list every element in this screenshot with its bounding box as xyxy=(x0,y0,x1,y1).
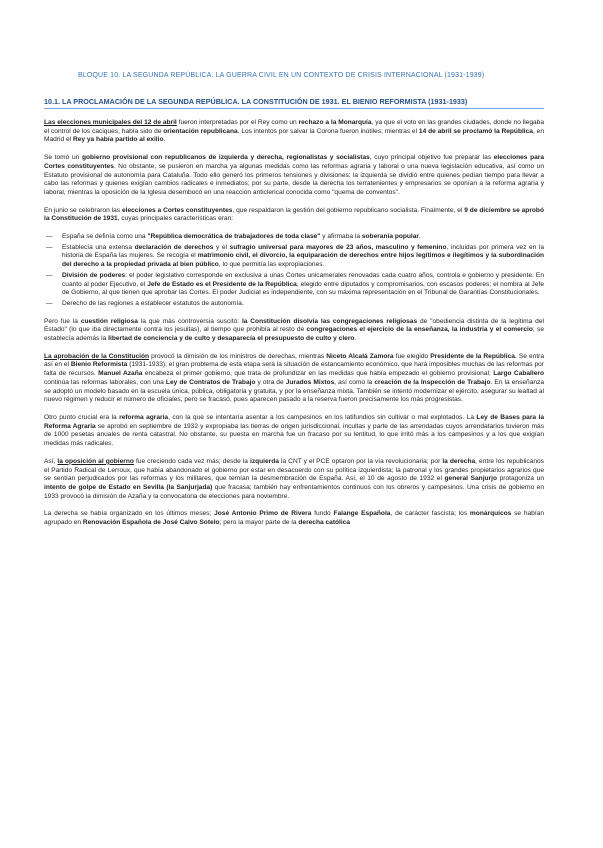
text-span: la que más controversia suscitó: xyxy=(137,317,242,325)
text-span: La derecha se había organizado en los últimos meses; xyxy=(44,510,215,518)
text-span: fueron interpretadas por el Rey como un xyxy=(176,119,299,126)
paragraph-religious-question xyxy=(44,318,544,344)
text-span: . xyxy=(163,136,166,144)
text-highlight: Falange Española xyxy=(333,510,391,518)
text-span: , en Madrid el xyxy=(44,127,544,144)
text-span: , elegido entre diputados y compromisarios, con escasos poderes; el nombra al Jefe de Gobierno, al que tienen que aprobar las Cortes. El poder Judicial es independiente, con su máxima representación en el Tribunal de Garantías Constitucionales. xyxy=(62,280,544,297)
text-highlight: José Antonio Primo de Rivera xyxy=(214,510,312,518)
text-span: protagoniza un xyxy=(496,475,544,483)
text-span: y el xyxy=(213,243,230,251)
text-span: Otro punto crucial era la xyxy=(44,413,120,421)
text-span: , ya que el voto en las grandes ciudades, donde no llegaba el control de los caciques, había sido de xyxy=(44,119,545,135)
text-highlight: monárquicos xyxy=(469,510,512,518)
text-span: la CNT y el PCE optaron por la vía revolucionaria; por xyxy=(278,457,443,465)
text-highlight: derecha católica xyxy=(298,519,351,527)
document-body xyxy=(44,119,544,537)
text-span: Se tomó un xyxy=(44,154,82,162)
text-span: ; pero la mayor parte de la xyxy=(219,519,299,527)
text-highlight: rechazo a la Monarquía xyxy=(298,119,372,126)
text-highlight: intento de golpe de Estado en Sevilla (la Sanjurjada) xyxy=(44,483,213,491)
text-highlight: Ley de Bases para la Reforma Agraria xyxy=(44,413,544,430)
text-span: , lo que permitía las expropiaciones. xyxy=(218,261,325,269)
text-highlight: declaración de derechos xyxy=(134,243,214,251)
text-span: , de carácter fascista; los xyxy=(390,510,470,518)
text-highlight: reforma agraria xyxy=(119,413,169,421)
text-span: fue elegido xyxy=(393,352,431,360)
text-span: Establecía una extensa xyxy=(62,243,135,251)
text-highlight: Renovación Española de José Calvo Sotelo xyxy=(82,519,220,527)
text-highlight: la derecha xyxy=(442,457,476,465)
text-highlight: "República democrática de trabajadores de toda clase" xyxy=(147,233,321,241)
text-highlight: elecciones a Cortes constituyentes xyxy=(121,206,233,214)
text-highlight: Bienio Reformista xyxy=(70,361,128,369)
text-span: que fracasa; también hay enfrentamientos continuos con los obreros y campesinos. Una crisis de gobierno en 1933 provocó la dimisión de Azaña y la convocatoria de elecciones para noviembre. xyxy=(44,483,544,500)
text-span: encabeza el primer gobierno, que trata de profundizar en las medidas que había empezado el gobierno provisional; xyxy=(142,370,494,378)
text-span: , con la que se intentaría asentar a los campesinos en los latifundios sin cultivar o mal explotados. La xyxy=(168,413,477,421)
text-span: ; se establecía además la xyxy=(44,326,544,343)
text-highlight: División de poderes xyxy=(62,271,126,279)
text-span: y otra de xyxy=(255,378,286,386)
list-item xyxy=(62,244,544,270)
text-highlight: Ley de Contratos de Trabajo xyxy=(165,378,256,386)
text-highlight: general Sanjurjo xyxy=(444,475,497,483)
text-highlight: gobierno provisional con republicanos de izquierda y derecha, regionalistas y socialistas xyxy=(81,154,370,162)
paragraph-opposition xyxy=(44,458,544,502)
text-highlight: cuestión religiosa xyxy=(80,317,138,325)
text-span: fundó xyxy=(311,510,334,518)
text-highlight: Rey ya había partido al exilio xyxy=(72,136,164,144)
text-span: , incluidas por primera vez en la historia de España las mujeres. Se recogía el xyxy=(62,243,544,260)
text-highlight: 9 de diciembre se aprobó la Constitución de 1931 xyxy=(44,206,544,223)
text-highlight: libertad de conciencia y de culto y desaparecía el presupuesto de culto y clero xyxy=(108,335,355,343)
paragraph-agrarian-reform xyxy=(44,414,544,449)
text-highlight: Niceto Alcalá Zamora xyxy=(326,352,394,360)
list-item xyxy=(62,272,544,298)
constitution-features-list xyxy=(44,233,544,309)
text-highlight: Las elecciones municipales del 12 de abril xyxy=(44,119,177,126)
text-highlight: matrimonio civil, el divorcio, la equiparación de derechos entre hijos legítimos e ilegítimos y la subordinación del derecho a la propiedad privada al bien público xyxy=(62,252,544,269)
text-span: Así, xyxy=(44,457,58,465)
text-highlight: 14 de abril se proclamó la República xyxy=(418,127,533,135)
text-span: , que respaldaron la gestión del gobierno republicano socialista. Finalmente, el xyxy=(232,206,465,214)
text-span: , así como la xyxy=(334,378,375,386)
text-span: , entre los republicanos el Partido Radical de Lerroux, que había abandonado el gobierno por estar en desacuerdo con su política izquierdista; la patronal y los grandes propietarios agrarios que se sentían perjudicados por las reformas y los militares, que temían la desmembración de España. Así, el 10 de agosto de 1932 el xyxy=(44,457,544,483)
paragraph-reformist-biennium xyxy=(44,353,544,405)
text-span: . xyxy=(419,233,421,241)
text-span: fue creciendo cada vez más; desde la xyxy=(133,457,250,465)
text-span: Pero fue la xyxy=(44,317,81,325)
text-highlight: Presidente de la República xyxy=(430,352,515,360)
text-span: continúa las reformas laborales, con una xyxy=(44,378,166,386)
paragraph-right-organization xyxy=(44,510,544,527)
text-span: se habían agrupado en xyxy=(44,510,544,527)
text-span: . Los intentos por salvar la Corona fueron inútiles; mientras el xyxy=(237,127,419,135)
text-span: se aprobó en septiembre de 1932 y expropiaba las tierras de origen jurisdiccional, incultas y parte de las arrendadas cuyos arrendatarios tuvieron más de 1000 pesetas anuales de renta catastral. No obstante, su puesta en marcha fue un fracaso por su lentitud, lo que irritó más a los campesinos y a los que exigían medidas más radicales. xyxy=(44,422,544,448)
text-highlight: congregaciones el ejercicio de la enseñanza, la industria y el comercio xyxy=(306,326,533,334)
text-span: , cuyo principal objetivo fue preparar las xyxy=(369,154,494,162)
text-span: y afirmaba la xyxy=(320,233,362,241)
text-span: . En la enseñanza se adoptó un modelo basado en la escuela única, pública, obligatoria y gratuita, y por la enseñanza mixta. También se intentó modernizar el ejército, asegurar su lealtad al nuevo régimen y reducir el número de oficiales, pero se fracasó, pues aparecen pasado a la reserva fueron precisamente los más progresistas. xyxy=(44,378,544,404)
text-highlight: La aprobación de la Constitución xyxy=(44,352,150,360)
text-span: (1931-1933); el gran problema de esta etapa será la situación de estancamiento económico, que hará imposibles muchas de las reformas por falta de recursos. xyxy=(44,361,544,378)
text-span: provocó la dimisión de los ministros de derechas, mientras xyxy=(149,352,327,360)
list-item xyxy=(62,233,544,242)
text-span: . No obstante, se pusieron en marcha ya algunas medidas como las reformas agraria y laboral o una nueva legislación educativa, así como un Estatuto provisional de autonomía para Cataluña. Todo ello generó los primeros tensiones y divisiones: la izquierda se dividió entre quienes pedían tiempo para llevar a cabo las reformas y quienes exigían cambios radicales e inmediatos; por su parte, desde la derecha los terratenientes y empresarios se oponían a la reforma agraria y laboral, mientras la oposición de la Iglesia desembocó en una reacción anticlerical conocida como "quema de conventos". xyxy=(44,162,544,196)
text-span: En junio se celebraron las xyxy=(44,206,122,214)
list-item xyxy=(62,300,544,309)
paragraph-elections xyxy=(44,119,544,145)
text-span: , cuyas principales características eran: xyxy=(117,215,234,223)
paragraph-constitution xyxy=(44,207,544,224)
text-span: . xyxy=(354,335,357,343)
text-highlight: Largo Caballero xyxy=(493,370,544,378)
text-highlight: sufragio universal para mayores de 23 años, masculino y femenino xyxy=(229,243,447,251)
text-highlight: creación de la Inspección de Trabajo xyxy=(374,378,491,386)
text-span: de "obediencia distinta de la legítima del Estado" (lo que iba directamente contra los jesuitas), al tiempo que prohibía al resto de xyxy=(44,317,544,334)
block-heading: BLOQUE 10. LA SEGUNDA REPÚBLICA. LA GUERRA CIVIL EN UN CONTEXTO DE CRISIS INTERNACIONAL (1931-1939) xyxy=(78,72,485,79)
text-highlight: Jefe de Estado es el Presidente de la República xyxy=(147,280,297,288)
section-title: 10.1. LA PROCLAMACIÓN DE LA SEGUNDA REPÚBLICA. LA CONSTITUCIÓN DE 1931. EL BIENIO REFORMISTA (1931-1933) xyxy=(44,97,544,109)
text-highlight: Jurados Mixtos xyxy=(285,378,335,386)
text-highlight: izquierda xyxy=(250,457,279,465)
text-span: : el poder legislativo corresponde en exclusiva a unas Cortes unicamerales renovadas cada cuatro años, controla e gobierno y presidente. En cuanto al poder Ejecutivo, el xyxy=(62,271,544,288)
text-span: Derecho de las regiones a establecer estatutos de autonomía. xyxy=(62,299,244,307)
text-highlight: la oposición al gobierno xyxy=(57,457,134,465)
paragraph-provisional-government xyxy=(44,154,544,198)
text-highlight: orientación republicana xyxy=(163,127,238,135)
text-highlight: soberanía popular xyxy=(361,233,420,241)
text-highlight: Manuel Azaña xyxy=(98,370,143,378)
text-span: . Se entra así en el xyxy=(44,352,545,369)
text-highlight: elecciones para Cortes constituyentes xyxy=(44,154,545,170)
text-span: España se definía como una xyxy=(62,233,148,241)
text-highlight: la Constitución disolvía las congregaciones religiosas xyxy=(241,317,418,325)
